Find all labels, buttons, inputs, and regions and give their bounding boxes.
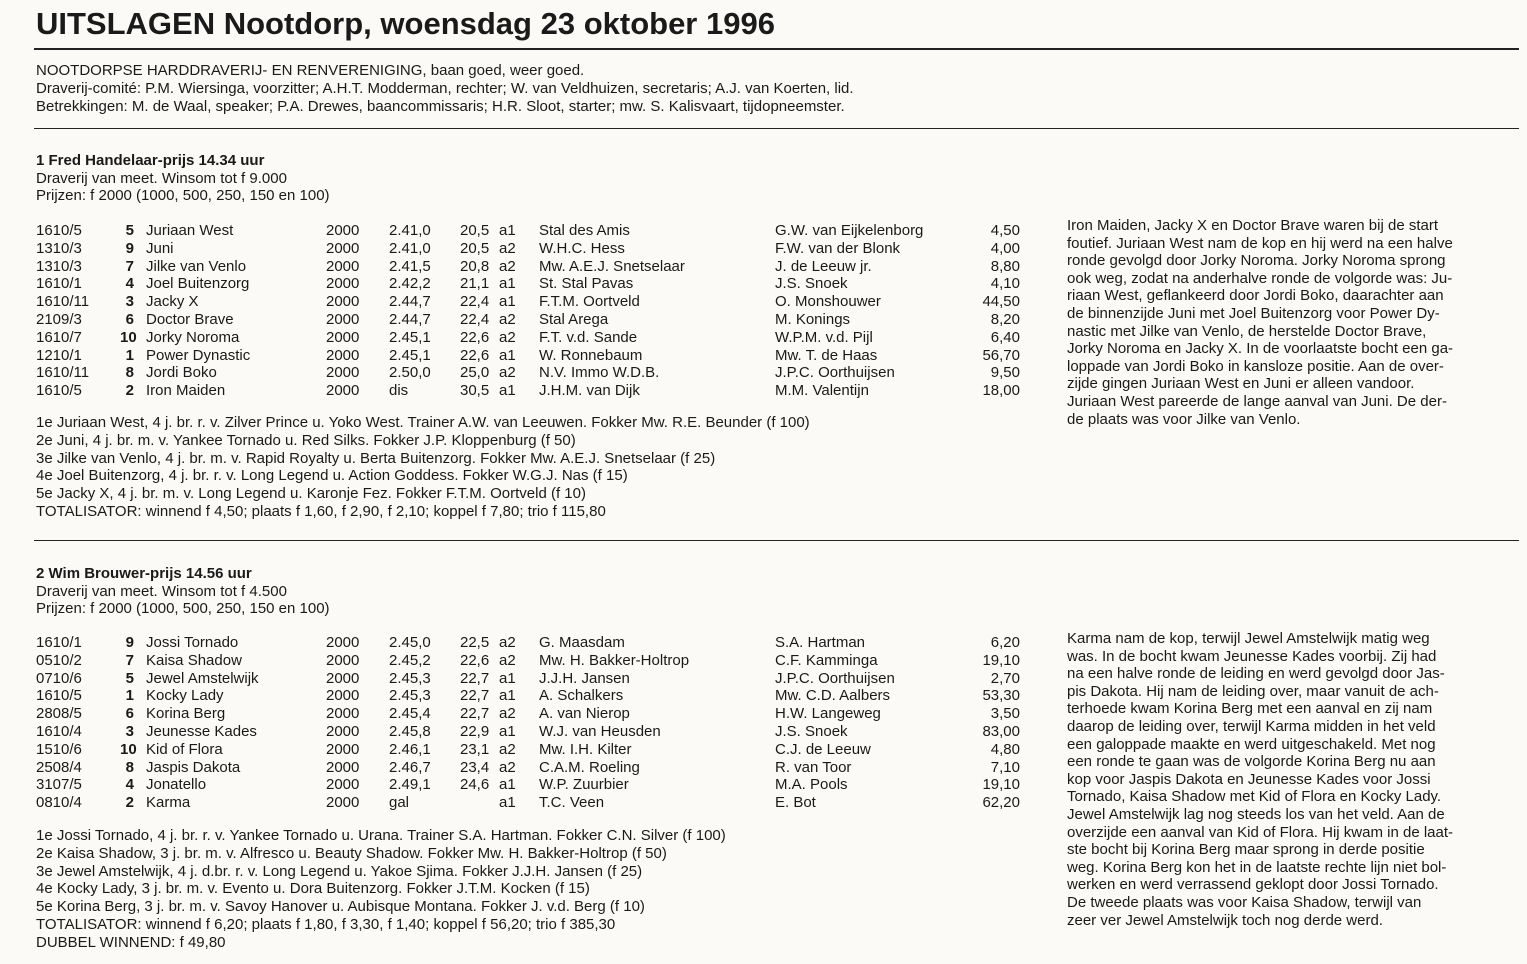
cell-owner: W.H.C. Hess bbox=[539, 239, 625, 257]
cell-code: 2508/4 bbox=[36, 758, 82, 776]
cell-time: 2.41,5 bbox=[389, 257, 431, 275]
table-row bbox=[0, 275, 1040, 293]
cell-cl: a1 bbox=[499, 687, 516, 705]
report-line: loppade van Jordi Boko in kansloze positie. Aan de over- bbox=[1067, 357, 1444, 375]
cell-time: 2.42,2 bbox=[389, 275, 431, 293]
cell-driver: C.J. de Leeuw bbox=[775, 740, 871, 758]
cell-code: 2109/3 bbox=[36, 310, 82, 328]
detail-line: DUBBEL WINNEND: f 49,80 bbox=[36, 933, 226, 951]
cell-driver: H.W. Langeweg bbox=[775, 705, 881, 723]
cell-dist: 2000 bbox=[326, 310, 360, 328]
cell-time: 2.45,2 bbox=[389, 651, 431, 669]
cell-red: 21,1 bbox=[460, 275, 490, 293]
cell-time: 2.45,1 bbox=[389, 346, 431, 364]
cell-owner: Stal Arega bbox=[539, 310, 609, 328]
cell-dist: 2000 bbox=[326, 364, 360, 382]
cell-time: dis bbox=[389, 382, 409, 400]
cell-code: 1610/5 bbox=[36, 222, 82, 239]
cell-odds: 4,10 bbox=[990, 275, 1020, 293]
cell-odds: 6,20 bbox=[990, 634, 1020, 651]
detail-line: 5e Jacky X, 4 j. br. m. v. Long Legend u. Karonje Fez. Fokker F.T.M. Oortveld (f 10) bbox=[36, 485, 586, 503]
detail-line: 3e Jilke van Venlo, 4 j. br. m. v. Rapid Royalty u. Berta Buitenzorg. Fokker Mw. A.E.J. Snetselaar (f 25) bbox=[36, 449, 716, 467]
cell-horse: Korina Berg bbox=[146, 705, 226, 723]
cell-dist: 2000 bbox=[326, 794, 360, 812]
cell-dist: 2000 bbox=[326, 382, 360, 400]
cell-driver: J.S. Snoek bbox=[775, 722, 848, 740]
cell-code: 1610/4 bbox=[36, 722, 82, 740]
cell-num: 3 bbox=[125, 722, 134, 740]
cell-horse: Jacky X bbox=[146, 293, 199, 311]
detail-line: 5e Korina Berg, 3 j. br. m. v. Savoy Hanover u. Aubisque Montana. Fokker J. v.d. Berg (f 10) bbox=[36, 898, 645, 916]
cell-driver: S.A. Hartman bbox=[775, 634, 866, 651]
cell-owner: W.J. van Heusden bbox=[539, 722, 661, 740]
report-line: overzijde een aanval van Kid of Flora. Hij kwam in de laat- bbox=[1067, 823, 1454, 841]
cell-time: 2.45,3 bbox=[389, 687, 431, 705]
cell-driver: F.W. van der Blonk bbox=[775, 239, 901, 257]
table-row bbox=[0, 347, 1040, 365]
report-line: de binnenzijde Juni met Joel Buitenzorg voor Power Dy- bbox=[1067, 304, 1440, 322]
cell-cl: a1 bbox=[499, 776, 516, 794]
detail-line: 1e Jossi Tornado, 4 j. br. r. v. Yankee Tornado u. Urana. Trainer S.A. Hartman. Fokker C.N. Silver (f 100) bbox=[36, 827, 726, 844]
cell-dist: 2000 bbox=[326, 346, 360, 364]
cell-owner: St. Stal Pavas bbox=[539, 275, 634, 293]
cell-driver: O. Monshouwer bbox=[775, 293, 881, 311]
cell-horse: Karma bbox=[146, 794, 191, 812]
cell-time: 2.45,8 bbox=[389, 722, 431, 740]
report-line: terhoede kwam Korina Berg met een aanval en zij nam bbox=[1067, 700, 1433, 718]
cell-code: 1610/1 bbox=[36, 634, 82, 651]
cell-horse: Joel Buitenzorg bbox=[146, 275, 250, 293]
cell-cl: a2 bbox=[499, 651, 516, 669]
cell-cl: a2 bbox=[499, 705, 516, 723]
cell-time: 2.46,7 bbox=[389, 758, 431, 776]
cell-dist: 2000 bbox=[326, 328, 360, 346]
cell-cl: a2 bbox=[499, 239, 516, 257]
cell-num: 1 bbox=[125, 687, 134, 705]
cell-num: 2 bbox=[125, 382, 134, 400]
cell-owner: C.A.M. Roeling bbox=[539, 758, 640, 776]
report-line: Iron Maiden, Jacky X en Doctor Brave waren bij de start bbox=[1067, 217, 1439, 234]
cell-red: 22,6 bbox=[460, 651, 490, 669]
cell-red: 30,5 bbox=[460, 382, 490, 400]
cell-horse: Power Dynastic bbox=[146, 346, 251, 364]
race-title: 2 Wim Brouwer-prijs 14.56 uur bbox=[36, 565, 252, 582]
table-row bbox=[0, 723, 1040, 741]
cell-horse: Doctor Brave bbox=[146, 310, 234, 328]
race-title: 1 Fred Handelaar-prijs 14.34 uur bbox=[36, 152, 265, 169]
cell-red: 24,6 bbox=[460, 776, 490, 794]
cell-code: 0510/2 bbox=[36, 651, 82, 669]
report-line: werken en werd verrassend geklopt door Jossi Tornado. bbox=[1067, 876, 1439, 894]
race-report bbox=[1067, 630, 1495, 929]
cell-code: 1610/1 bbox=[36, 275, 82, 293]
cell-dist: 2000 bbox=[326, 740, 360, 758]
results-table bbox=[0, 634, 1040, 812]
cell-code: 1610/11 bbox=[36, 364, 90, 382]
cell-horse: Jeunesse Kades bbox=[146, 722, 257, 740]
cell-num: 6 bbox=[125, 705, 134, 723]
cell-cl: a1 bbox=[499, 382, 516, 400]
cell-odds: 4,50 bbox=[990, 222, 1020, 239]
report-line: Tornado, Kaisa Shadow met Kid of Flora en Kocky Lady. bbox=[1067, 788, 1442, 806]
table-row bbox=[0, 258, 1040, 276]
cell-num: 5 bbox=[125, 669, 134, 687]
cell-red: 23,1 bbox=[460, 740, 490, 758]
cell-dist: 2000 bbox=[326, 222, 360, 239]
cell-odds: 3,50 bbox=[990, 705, 1020, 723]
report-line: riaan West, geflankeerd door Jordi Boko, daarachter aan bbox=[1067, 287, 1444, 305]
race-subtitle: Draverij van meet. Winsom tot f 4.500 bbox=[36, 582, 287, 600]
cell-num: 8 bbox=[125, 364, 134, 382]
report-line: weg. Korina Berg kon het in de laatste rechte lijn niet bol- bbox=[1067, 858, 1447, 876]
section-divider bbox=[34, 540, 1519, 541]
cell-code: 3107/5 bbox=[36, 776, 82, 794]
cell-cl: a1 bbox=[499, 275, 516, 293]
cell-horse: Juni bbox=[146, 239, 174, 257]
cell-driver: M. Konings bbox=[775, 310, 851, 328]
cell-odds: 4,00 bbox=[990, 239, 1020, 257]
cell-cl: a2 bbox=[499, 740, 516, 758]
report-line: Jewel Amstelwijk lag nog steeds los van het veld. Aan de bbox=[1067, 805, 1445, 823]
cell-num: 3 bbox=[125, 293, 134, 311]
cell-num: 10 bbox=[120, 328, 137, 346]
cell-time: 2.45,1 bbox=[389, 328, 431, 346]
cell-code: 1310/3 bbox=[36, 239, 82, 257]
cell-red: 20,8 bbox=[460, 257, 490, 275]
cell-horse: Iron Maiden bbox=[146, 382, 226, 400]
report-line: de plaats was voor Jilke van Venlo. bbox=[1067, 410, 1301, 428]
cell-owner: Mw. A.E.J. Snetselaar bbox=[539, 257, 685, 275]
cell-owner: J.H.M. van Dijk bbox=[539, 382, 640, 400]
cell-owner: Mw. H. Bakker-Holtrop bbox=[539, 651, 690, 669]
cell-dist: 2000 bbox=[326, 293, 360, 311]
report-line: daarop de leiding over, terwijl Karma midden in het veld bbox=[1067, 717, 1436, 735]
cell-dist: 2000 bbox=[326, 722, 360, 740]
cell-odds: 2,70 bbox=[990, 669, 1020, 687]
cell-driver: J.P.C. Oorthuijsen bbox=[775, 364, 895, 382]
cell-dist: 2000 bbox=[326, 669, 360, 687]
cell-horse: Kaisa Shadow bbox=[146, 651, 242, 669]
cell-num: 7 bbox=[125, 651, 134, 669]
cell-code: 1210/1 bbox=[36, 346, 82, 364]
cell-red: 22,5 bbox=[460, 634, 490, 651]
cell-dist: 2000 bbox=[326, 687, 360, 705]
report-line: ook weg, zodat na anderhalve ronde de volgorde was: Ju- bbox=[1067, 269, 1453, 287]
cell-dist: 2000 bbox=[326, 651, 360, 669]
cell-time: 2.44,7 bbox=[389, 310, 431, 328]
cell-code: 1610/5 bbox=[36, 687, 82, 705]
report-line: ste bocht bij Korina Berg maar sprong in derde positie bbox=[1067, 841, 1425, 859]
header-line: Betrekkingen: M. de Waal, speaker; P.A. Drewes, baancommissaris; H.R. Sloot, starter; mw. S. Kalisvaart, tijdopneemster. bbox=[36, 97, 845, 115]
cell-odds: 19,10 bbox=[982, 776, 1020, 794]
cell-code: 1510/6 bbox=[36, 740, 82, 758]
table-row bbox=[0, 794, 1040, 812]
race-prizes: Prijzen: f 2000 (1000, 500, 250, 150 en 100) bbox=[36, 600, 330, 618]
cell-odds: 8,80 bbox=[990, 257, 1020, 275]
cell-driver: G.W. van Eijkelenborg bbox=[775, 222, 924, 239]
cell-red: 20,5 bbox=[460, 239, 490, 257]
race-report bbox=[1067, 217, 1495, 428]
cell-dist: 2000 bbox=[326, 634, 360, 651]
table-row bbox=[0, 293, 1040, 311]
cell-odds: 6,40 bbox=[990, 328, 1020, 346]
cell-time: 2.45,3 bbox=[389, 669, 431, 687]
detail-line: 2e Kaisa Shadow, 3 j. br. m. v. Alfresco u. Beauty Shadow. Fokker Mw. H. Bakker-Holtrop (f 50) bbox=[36, 844, 667, 862]
cell-dist: 2000 bbox=[326, 257, 360, 275]
race-header bbox=[36, 565, 330, 618]
cell-driver: C.F. Kamminga bbox=[775, 651, 878, 669]
cell-odds: 62,20 bbox=[982, 794, 1020, 812]
cell-dist: 2000 bbox=[326, 776, 360, 794]
detail-line: 2e Juni, 4 j. br. m. v. Yankee Tornado u. Red Silks. Fokker J.P. Kloppenburg (f 50) bbox=[36, 431, 576, 449]
cell-driver: J. de Leeuw jr. bbox=[775, 257, 872, 275]
cell-num: 2 bbox=[125, 794, 134, 812]
cell-time: 2.49,1 bbox=[389, 776, 431, 794]
cell-time: 2.41,0 bbox=[389, 222, 431, 239]
race-details bbox=[36, 827, 726, 952]
cell-odds: 83,00 bbox=[982, 722, 1020, 740]
cell-owner: F.T.M. Oortveld bbox=[539, 293, 640, 311]
report-line: zijde gingen Juriaan West en Juni er alleen vandoor. bbox=[1067, 375, 1415, 393]
cell-driver: M.A. Pools bbox=[775, 776, 848, 794]
cell-cl: a1 bbox=[499, 222, 516, 239]
header-line: Draverij-comité: P.M. Wiersinga, voorzitter; A.H.T. Modderman, rechter; W. van Veldhuizen, secretaris; A.J. van Koerten, lid. bbox=[36, 79, 854, 97]
cell-red: 22,4 bbox=[460, 310, 490, 328]
table-row bbox=[0, 687, 1040, 705]
table-row bbox=[0, 364, 1040, 382]
cell-red: 22,7 bbox=[460, 687, 490, 705]
cell-code: 2808/5 bbox=[36, 705, 82, 723]
cell-num: 8 bbox=[125, 758, 134, 776]
cell-red: 22,6 bbox=[460, 346, 490, 364]
table-row bbox=[0, 705, 1040, 723]
table-row bbox=[0, 741, 1040, 759]
cell-driver: R. van Toor bbox=[775, 758, 852, 776]
cell-owner: Stal des Amis bbox=[539, 222, 630, 239]
cell-cl: a2 bbox=[499, 328, 516, 346]
cell-red: 22,9 bbox=[460, 722, 490, 740]
cell-red: 23,4 bbox=[460, 758, 490, 776]
cell-cl: a1 bbox=[499, 794, 516, 812]
cell-odds: 9,50 bbox=[990, 364, 1020, 382]
cell-owner: Mw. I.H. Kilter bbox=[539, 740, 632, 758]
cell-horse: Jaspis Dakota bbox=[146, 758, 241, 776]
cell-dist: 2000 bbox=[326, 239, 360, 257]
cell-num: 9 bbox=[125, 634, 134, 651]
table-row bbox=[0, 329, 1040, 347]
cell-odds: 19,10 bbox=[982, 651, 1020, 669]
cell-owner: A. van Nierop bbox=[539, 705, 630, 723]
cell-cl: a1 bbox=[499, 722, 516, 740]
cell-owner: W.P. Zuurbier bbox=[539, 776, 629, 794]
cell-owner: F.T. v.d. Sande bbox=[539, 328, 638, 346]
cell-odds: 8,20 bbox=[990, 310, 1020, 328]
cell-owner: N.V. Immo W.D.B. bbox=[539, 364, 660, 382]
report-line: zeer ver Jewel Amstelwijk toch nog derde werd. bbox=[1067, 911, 1383, 929]
cell-odds: 7,10 bbox=[990, 758, 1020, 776]
cell-red: 22,7 bbox=[460, 669, 490, 687]
report-line: na een halve ronde de leiding en werd gevolgd door Jas- bbox=[1067, 665, 1445, 683]
cell-cl: a2 bbox=[499, 758, 516, 776]
table-row bbox=[0, 240, 1040, 258]
cell-owner: G. Maasdam bbox=[539, 634, 625, 651]
cell-driver: J.S. Snoek bbox=[775, 275, 848, 293]
cell-horse: Juriaan West bbox=[146, 222, 234, 239]
cell-time: 2.44,7 bbox=[389, 293, 431, 311]
cell-owner: A. Schalkers bbox=[539, 687, 624, 705]
report-line: was. In de bocht kwam Jeunesse Kades voorbij. Zij had bbox=[1067, 647, 1437, 665]
cell-time: gal bbox=[389, 794, 410, 812]
header-line: NOOTDORPSE HARDDRAVERIJ- EN RENVERENIGING, baan goed, weer goed. bbox=[36, 62, 585, 79]
report-line: ronde gevolgd door Jorky Noroma. Jorky Noroma sprong bbox=[1067, 252, 1446, 270]
cell-red: 22,7 bbox=[460, 705, 490, 723]
report-line: een galoppade maakte en werd uitgeschakeld. Met nog bbox=[1067, 735, 1436, 753]
report-line: pis Dakota. Hij nam de leiding over, maar vanuit de ach- bbox=[1067, 682, 1439, 700]
cell-num: 9 bbox=[125, 239, 134, 257]
cell-code: 1610/7 bbox=[36, 328, 82, 346]
report-line: Jorky Noroma en Jacky X. In de voorlaatste bocht een ga- bbox=[1067, 340, 1454, 358]
cell-red: 25,0 bbox=[460, 364, 490, 382]
cell-driver: E. Bot bbox=[775, 794, 816, 812]
cell-driver: W.P.M. v.d. Pijl bbox=[775, 328, 873, 346]
table-row bbox=[0, 222, 1040, 240]
detail-line: 4e Joel Buitenzorg, 4 j. br. r. v. Long Legend u. Action Goddess. Fokker W.G.J. Nas (f 15) bbox=[36, 467, 628, 485]
header-block bbox=[36, 62, 854, 115]
table-row bbox=[0, 776, 1040, 794]
cell-cl: a2 bbox=[499, 634, 516, 651]
cell-odds: 56,70 bbox=[982, 346, 1020, 364]
cell-horse: Jonatello bbox=[146, 776, 207, 794]
cell-code: 0810/4 bbox=[36, 794, 82, 812]
cell-driver: Mw. T. de Haas bbox=[775, 346, 878, 364]
race-subtitle: Draverij van meet. Winsom tot f 9.000 bbox=[36, 169, 287, 187]
cell-num: 6 bbox=[125, 310, 134, 328]
table-row bbox=[0, 652, 1040, 670]
cell-time: 2.41,0 bbox=[389, 239, 431, 257]
cell-odds: 53,30 bbox=[982, 687, 1020, 705]
cell-cl: a1 bbox=[499, 346, 516, 364]
table-row bbox=[0, 311, 1040, 329]
report-line: De tweede plaats was voor Kaisa Shadow, terwijl van bbox=[1067, 893, 1422, 911]
cell-num: 7 bbox=[125, 257, 134, 275]
cell-horse: Kid of Flora bbox=[146, 740, 223, 758]
detail-line: 3e Jewel Amstelwijk, 4 j. d.br. r. v. Long Legend u. Yakoe Sjima. Fokker J.J.H. Jansen (f 25) bbox=[36, 862, 643, 880]
table-row bbox=[0, 759, 1040, 777]
cell-time: 2.50,0 bbox=[389, 364, 431, 382]
cell-cl: a2 bbox=[499, 257, 516, 275]
detail-line: TOTALISATOR: winnend f 6,20; plaats f 1,80, f 3,30, f 1,40; koppel f 56,20; trio f 385,30 bbox=[36, 915, 616, 933]
table-row bbox=[0, 634, 1040, 652]
section-divider bbox=[34, 128, 1519, 129]
cell-cl: a1 bbox=[499, 293, 516, 311]
cell-driver: J.P.C. Oorthuijsen bbox=[775, 669, 895, 687]
cell-num: 1 bbox=[125, 346, 134, 364]
table-row bbox=[0, 670, 1040, 688]
page-title: UITSLAGEN Nootdorp, woensdag 23 oktober 1996 bbox=[36, 6, 775, 41]
report-line: een ronde te gaan was de volgorde Korina Berg nu aan bbox=[1067, 753, 1436, 771]
report-line: Juriaan West pareerde de lange aanval van Juni. De der- bbox=[1067, 392, 1447, 410]
cell-code: 1310/3 bbox=[36, 257, 82, 275]
cell-num: 4 bbox=[125, 275, 134, 293]
cell-horse: Jordi Boko bbox=[146, 364, 217, 382]
race-details bbox=[36, 414, 810, 521]
cell-owner: J.J.H. Jansen bbox=[539, 669, 630, 687]
cell-num: 10 bbox=[120, 740, 137, 758]
cell-odds: 18,00 bbox=[982, 382, 1020, 400]
cell-dist: 2000 bbox=[326, 758, 360, 776]
race-prizes: Prijzen: f 2000 (1000, 500, 250, 150 en 100) bbox=[36, 187, 330, 205]
cell-owner: T.C. Veen bbox=[539, 794, 605, 812]
cell-horse: Kocky Lady bbox=[146, 687, 224, 705]
report-line: Karma nam de kop, terwijl Jewel Amstelwijk matig weg bbox=[1067, 630, 1430, 647]
table-row bbox=[0, 382, 1040, 400]
cell-num: 5 bbox=[125, 222, 134, 239]
cell-red: 22,4 bbox=[460, 293, 490, 311]
cell-code: 1610/5 bbox=[36, 382, 82, 400]
cell-odds: 4,80 bbox=[990, 740, 1020, 758]
report-line: foutief. Juriaan West nam de kop en hij werd na een halve bbox=[1067, 234, 1453, 252]
report-line: nastic met Jilke van Venlo, de herstelde Doctor Brave, bbox=[1067, 322, 1427, 340]
cell-red: 20,5 bbox=[460, 222, 490, 239]
cell-code: 0710/6 bbox=[36, 669, 82, 687]
cell-driver: Mw. C.D. Aalbers bbox=[775, 687, 891, 705]
report-line: kop voor Jaspis Dakota en Jeunesse Kades voor Jossi bbox=[1067, 770, 1431, 788]
detail-line: 1e Juriaan West, 4 j. br. r. v. Zilver Prince u. Yoko West. Trainer A.W. van Leeuwen. Fokker Mw. R.E. Beunder (f 100) bbox=[36, 414, 810, 431]
cell-time: 2.45,4 bbox=[389, 705, 431, 723]
cell-horse: Jossi Tornado bbox=[146, 634, 239, 651]
cell-red: 22,6 bbox=[460, 328, 490, 346]
cell-dist: 2000 bbox=[326, 275, 360, 293]
detail-line: TOTALISATOR: winnend f 4,50; plaats f 1,60, f 2,90, f 2,10; koppel f 7,80; trio f 115,80 bbox=[36, 502, 606, 520]
detail-line: 4e Kocky Lady, 3 j. br. m. v. Evento u. Dora Buitenzorg. Fokker J.T.M. Kocken (f 15) bbox=[36, 880, 590, 898]
cell-driver: M.M. Valentijn bbox=[775, 382, 869, 400]
cell-time: 2.45,0 bbox=[389, 634, 431, 651]
cell-odds: 44,50 bbox=[982, 293, 1020, 311]
cell-cl: a2 bbox=[499, 364, 516, 382]
cell-horse: Jilke van Venlo bbox=[146, 257, 247, 275]
cell-num: 4 bbox=[125, 776, 134, 794]
cell-cl: a1 bbox=[499, 669, 516, 687]
cell-code: 1610/11 bbox=[36, 293, 90, 311]
title-rule bbox=[34, 48, 1519, 50]
race-header bbox=[36, 152, 330, 205]
cell-owner: W. Ronnebaum bbox=[539, 346, 643, 364]
cell-cl: a2 bbox=[499, 310, 516, 328]
cell-dist: 2000 bbox=[326, 705, 360, 723]
cell-time: 2.46,1 bbox=[389, 740, 431, 758]
cell-horse: Jorky Noroma bbox=[146, 328, 240, 346]
results-table bbox=[0, 222, 1040, 400]
cell-horse: Jewel Amstelwijk bbox=[146, 669, 259, 687]
